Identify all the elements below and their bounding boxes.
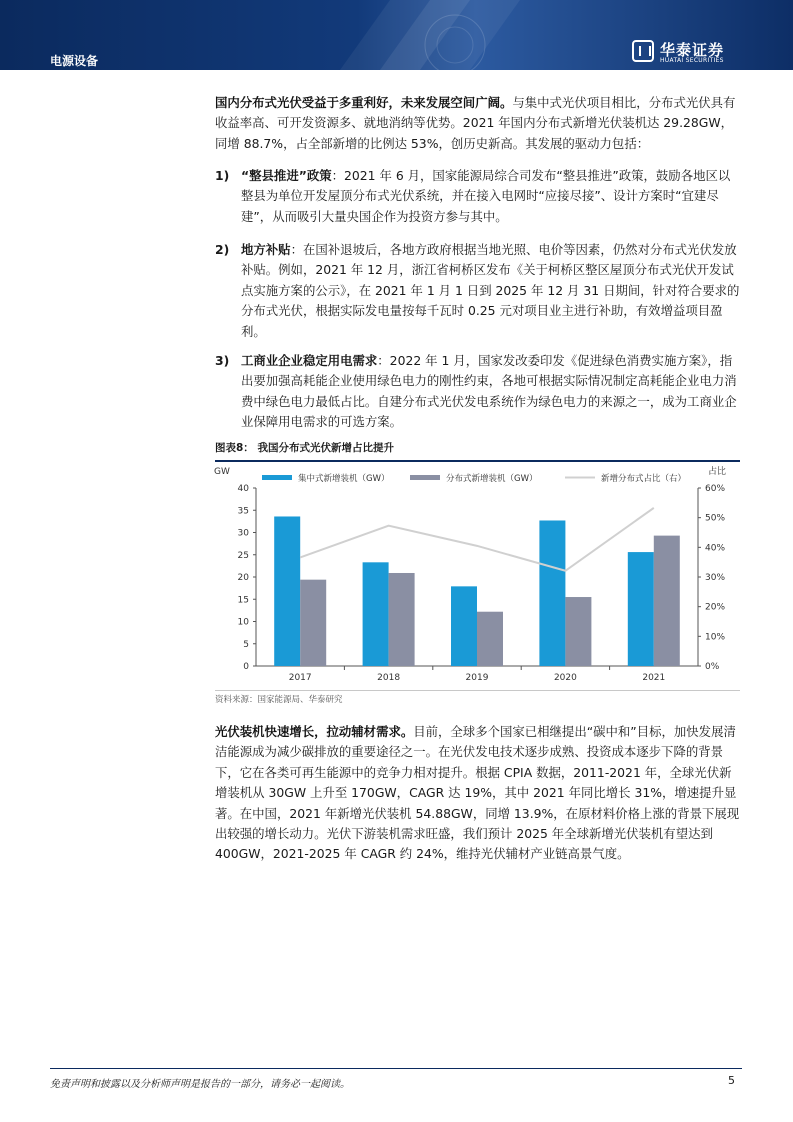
bar-centralized bbox=[539, 520, 565, 666]
logo-name: 华泰证券 bbox=[660, 41, 725, 59]
sector-label: 电源设备 bbox=[50, 54, 99, 68]
x-tick-label: 2021 bbox=[642, 673, 666, 683]
driver-body: ：2021 年 6 月，国家能源局综合司发布“整县推进”政策，鼓励各地区以整县为单位开发屋顶分布式光伏系统，并在接入电网时“应接尽接”、设计方案时“宜建尽建”，从而吸引大量央国企作为投资方参与其中。 bbox=[241, 168, 731, 224]
y-tick-label: 30 bbox=[237, 528, 249, 539]
y2-tick-label: 40% bbox=[705, 543, 726, 554]
x-tick-label: 2018 bbox=[377, 673, 401, 683]
driver-number: 3) bbox=[215, 353, 230, 368]
y2-tick-label: 60% bbox=[705, 484, 726, 494]
x-tick-label: 2019 bbox=[465, 673, 489, 683]
bar-distributed bbox=[389, 573, 415, 666]
footer-disclaimer: 免责声明和披露以及分析师声明是报告的一部分，请务必一起阅读。 bbox=[50, 1079, 350, 1090]
bar-distributed bbox=[654, 536, 680, 666]
logo-english-name: HUATAI SECURITIES bbox=[660, 57, 724, 64]
y-tick-label: 35 bbox=[237, 506, 249, 517]
y-tick-label: 20 bbox=[237, 573, 249, 583]
closing-body: 目前，全球多个国家已相继提出“碳中和”目标，加快发展清洁能源成为减少碳排放的重要途径之一。在光伏发电技术逐步成熟、投资成本逐步下降的背景下，它在各类可再生能源中的竞争力相对提升。根据 CPIA 数据，2011-2021 年，全球光伏新增装机从 30GW 上升至 170GW，CAGR 达 19%，其中 2021 年同比增长 31%，增速提升显著。在中国，2021 年新增光伏装机 54.88GW，同增 13.9%，在原材料价格上涨的背景下展现出较强的增长动力。光伏下游装机需求旺盛，我们预计 2025 年全球新增光伏装机有望达到 400GW，2021-2025 年 CAGR 约 24%，维持光伏辅材产业链高景气度。 bbox=[215, 724, 740, 862]
driver-title: 地方补贴 bbox=[241, 242, 291, 257]
driver-item bbox=[215, 351, 740, 433]
chart-bars bbox=[274, 516, 680, 666]
y-tick-label: 10 bbox=[237, 617, 249, 628]
intro-body: 与集中式光伏项目相比，分布式光伏具有收益率高、可开发资源多、就地消纳等优势。2021 年国内分布式新增光伏装机达 29.28GW，同增 88.7%，占全部新增的比例达 53%，创历史新高。其发展的驱动力包括： bbox=[215, 95, 736, 151]
bar-distributed bbox=[565, 597, 591, 666]
driver-title: “整县推进”政策 bbox=[241, 168, 332, 183]
y-tick-label: 40 bbox=[237, 484, 249, 494]
y-axis-label: GW bbox=[214, 467, 230, 477]
legend-swatch-centralized bbox=[262, 475, 292, 480]
legend-label-distributed: 分布式新增装机（GW） bbox=[446, 474, 538, 484]
y2-tick-label: 50% bbox=[705, 513, 726, 524]
driver-item bbox=[215, 240, 740, 342]
company-logo bbox=[632, 40, 742, 66]
driver-body: ：2022 年 1 月，国家发改委印发《促进绿色消费实施方案》，指出要加强高耗能企业使用绿色电力的刚性约束，各地可根据实际情况制定高耗能企业电力消费中绿色电力最低占比。自建分布式光伏发电系统作为绿色电力的来源之一，成为工商业企业保障用电需求的可选方案。 bbox=[241, 353, 737, 430]
closing-paragraph bbox=[215, 722, 740, 865]
driver-number: 1) bbox=[215, 168, 230, 183]
closing-lead: 光伏装机快速增长，拉动辅材需求。 bbox=[215, 724, 414, 739]
driver-item bbox=[215, 166, 740, 227]
y-tick-label: 5 bbox=[243, 639, 249, 650]
figure-title: 图表8： 我国分布式光伏新增占比提升 bbox=[215, 440, 740, 462]
driver-number: 2) bbox=[215, 242, 230, 257]
driver-body: ：在国补退坡后，各地方政府根据当地光照、电价等因素，仍然对分布式光伏发放补贴。例如，2021 年 12 月，浙江省柯桥区发布《关于柯桥区整区屋顶分布式光伏开发试点实施方案的公示》，在 2021 年 1 月 1 日到 2025 年 12 月 31 日期间，针对符合要求的分布式光伏，根据实际发电量按每千瓦时 0.25 元对项目业主进行补助，有效增益项目盈利。 bbox=[241, 242, 740, 339]
intro-paragraph bbox=[215, 93, 740, 154]
bar-distributed bbox=[477, 612, 503, 666]
bar-centralized bbox=[363, 562, 389, 666]
y-tick-label: 25 bbox=[237, 550, 249, 561]
legend-label-share: 新增分布式占比（右） bbox=[601, 474, 687, 484]
y2-tick-label: 0% bbox=[705, 662, 720, 672]
bar-centralized bbox=[451, 586, 477, 666]
page-header bbox=[0, 0, 793, 70]
chart-legend bbox=[262, 473, 686, 484]
legend-swatch-distributed bbox=[410, 475, 440, 480]
chart-line bbox=[300, 508, 654, 571]
x-tick-label: 2017 bbox=[288, 673, 312, 683]
y2-tick-label: 20% bbox=[705, 602, 726, 613]
y-tick-label: 15 bbox=[237, 595, 249, 606]
bar-distributed bbox=[300, 580, 326, 666]
y-tick-label: 0 bbox=[243, 662, 249, 672]
legend-label-centralized: 集中式新增装机（GW） bbox=[298, 474, 390, 484]
y2-axis-label: 占比 bbox=[708, 467, 727, 477]
page-number: 5 bbox=[728, 1074, 735, 1087]
logo-icon bbox=[632, 40, 654, 62]
intro-lead: 国内分布式光伏受益于多重利好，未来发展空间广阔。 bbox=[215, 95, 513, 110]
bar-centralized bbox=[628, 552, 654, 666]
footer-divider bbox=[50, 1068, 742, 1069]
y2-tick-label: 30% bbox=[705, 573, 726, 583]
x-tick-label: 2020 bbox=[553, 673, 577, 683]
share-line bbox=[300, 508, 654, 571]
bar-centralized bbox=[274, 516, 300, 666]
figure-source: 资料来源：国家能源局、华泰研究 bbox=[215, 690, 740, 705]
y2-tick-label: 10% bbox=[705, 632, 726, 643]
driver-title: 工商业企业稳定用电需求 bbox=[241, 353, 378, 368]
distributed-pv-chart bbox=[210, 462, 745, 690]
